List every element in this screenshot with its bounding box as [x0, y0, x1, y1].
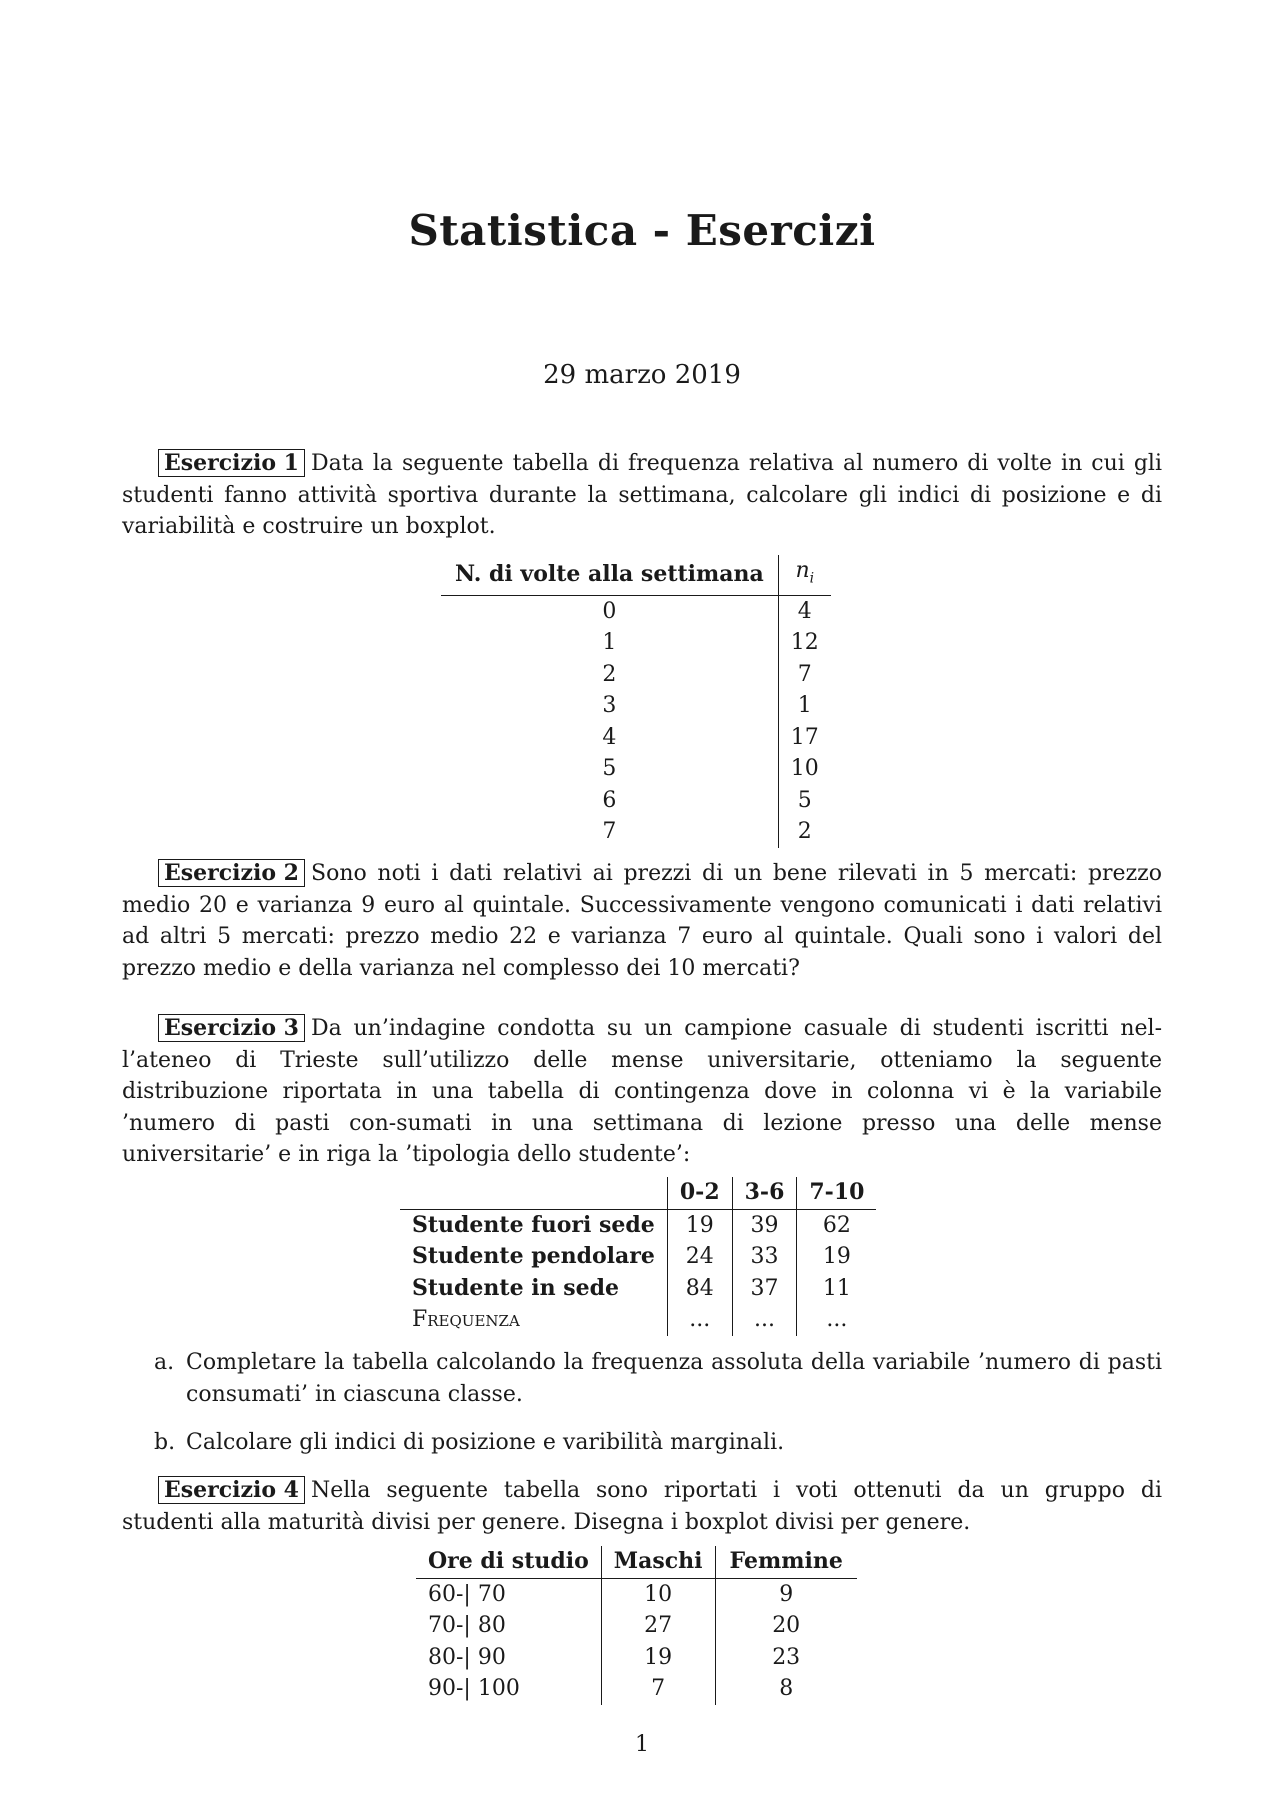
- table-cell: 62: [797, 1209, 877, 1241]
- exercise-3-table: [400, 1177, 876, 1336]
- table-cell: Frequenza: [412, 1307, 520, 1332]
- table-cell: 19: [667, 1209, 732, 1241]
- table-cell: 80-| 90: [428, 1644, 506, 1670]
- table-cell: 90-| 100: [428, 1676, 520, 1701]
- table-row: [441, 753, 831, 785]
- table-row: [441, 722, 831, 754]
- table-row: [400, 1209, 876, 1241]
- exercise-3-paragraph: [122, 1013, 1162, 1171]
- table-header-maschi: Maschi: [601, 1546, 715, 1578]
- table-cell: 2: [602, 661, 617, 687]
- table-row: [441, 816, 831, 848]
- table-row: [400, 1241, 876, 1273]
- list-item-text: Completare la tabella calcolando la frequenza assoluta della variabile ’numero di pasti consumati’ in ciascuna classe.: [186, 1350, 1162, 1407]
- table-cell: 5: [778, 785, 831, 817]
- document-title: Statistica - Esercizi: [408, 206, 876, 255]
- table-row: [416, 1578, 857, 1610]
- table-cell: 7: [602, 819, 617, 845]
- table-header-volte: N. di volte alla settimana: [441, 555, 778, 595]
- table-header-ni-subscript: i: [809, 570, 815, 587]
- table-cell: Studente pendolare: [412, 1243, 655, 1269]
- exercise-2-paragraph: [122, 858, 1162, 984]
- table-cell: 10: [601, 1578, 715, 1610]
- table-row: [400, 1304, 876, 1336]
- table-cell: 39: [732, 1209, 797, 1241]
- table-cell: 11: [797, 1273, 877, 1305]
- table-row: [441, 595, 831, 627]
- table-cell: ...: [667, 1304, 732, 1336]
- table-cell: 20: [715, 1610, 857, 1642]
- list-marker: a.: [154, 1350, 175, 1375]
- table-cell: Studente fuori sede: [412, 1211, 655, 1238]
- table-cell: 7: [601, 1673, 715, 1705]
- exercise-4-table-body: [416, 1578, 857, 1705]
- table-row: [441, 659, 831, 691]
- table-header-0-2: 0-2: [667, 1177, 732, 1209]
- exercise-3-item-a: [122, 1347, 1162, 1410]
- table-cell: 8: [715, 1673, 857, 1705]
- table-header-3-6: 3-6: [732, 1177, 797, 1209]
- list-marker: b.: [154, 1430, 176, 1455]
- table-cell: 23: [715, 1642, 857, 1674]
- exercise-1-table-body: [441, 595, 831, 848]
- document-date: 29 marzo 2019: [543, 360, 741, 390]
- table-row: [416, 1610, 857, 1642]
- table-cell: 5: [602, 756, 617, 782]
- exercise-1-paragraph: [122, 448, 1162, 543]
- table-cell: 70-| 80: [428, 1613, 506, 1638]
- table-cell: 84: [667, 1273, 732, 1305]
- table-header-empty: [400, 1177, 667, 1209]
- table-header-ni-symbol: n: [795, 558, 810, 583]
- table-cell: 4: [602, 724, 617, 750]
- table-row: [400, 1273, 876, 1305]
- table-cell: 33: [732, 1241, 797, 1273]
- list-item-text: Calcolare gli indici di posizione e varibilità marginali.: [186, 1430, 785, 1455]
- table-cell: 10: [778, 753, 831, 785]
- table-cell: Studente in sede: [412, 1274, 620, 1301]
- table-row: [416, 1642, 857, 1674]
- table-row: [441, 785, 831, 817]
- table-cell: 3: [602, 693, 617, 719]
- exercise-4-table: [416, 1546, 857, 1705]
- exercise-3-label: Esercizio 3: [158, 1014, 305, 1042]
- table-cell: 19: [797, 1241, 877, 1273]
- page-number: 1: [635, 1732, 649, 1757]
- table-cell: 19: [601, 1642, 715, 1674]
- table-cell: 1: [602, 630, 617, 656]
- table-cell: 6: [602, 787, 617, 813]
- table-cell: 2: [778, 816, 831, 848]
- table-header-ore: Ore di studio: [416, 1546, 601, 1578]
- table-cell: 7: [778, 659, 831, 691]
- table-row: [441, 690, 831, 722]
- table-cell: ...: [797, 1304, 877, 1336]
- table-cell: ...: [732, 1304, 797, 1336]
- exercise-3-text: Da un’indagine condotta su un campione casuale di studenti iscritti nel-l’ateneo di Trieste sull’utilizzo delle mense universitarie, otteniamo la seguente distribuzione riportata in una tabella di contingenza dove in colonna vi è la variabile ’numero di pasti con-sumati in una settimana di lezione presso una delle mense universitarie’ e in riga la ’tipologia dello studente’:: [122, 1016, 1162, 1167]
- exercise-2-label: Esercizio 2: [158, 859, 305, 887]
- table-cell: 4: [778, 595, 831, 627]
- table-cell: 9: [715, 1578, 857, 1610]
- exercise-4-paragraph: [122, 1475, 1162, 1538]
- table-header-femmine: Femmine: [715, 1546, 857, 1578]
- exercise-1-label: Esercizio 1: [158, 449, 305, 477]
- table-cell: 60-| 70: [428, 1581, 506, 1607]
- table-cell: 1: [778, 690, 831, 722]
- exercise-1-text: Data la seguente tabella di frequenza relativa al numero di volte in cui gli studenti fanno attività sportiva durante la settimana, calcolare gli indici di posizione e di variabilità e costruire un boxplot.: [122, 451, 1162, 539]
- table-row: [416, 1673, 857, 1705]
- exercise-3-table-body: [400, 1209, 876, 1336]
- exercise-3-item-b: [122, 1427, 1162, 1459]
- table-cell: 0: [602, 598, 617, 624]
- table-cell: 37: [732, 1273, 797, 1305]
- table-cell: 17: [778, 722, 831, 754]
- table-cell: 27: [601, 1610, 715, 1642]
- exercise-4-text: Nella seguente tabella sono riportati i voti ottenuti da un gruppo di studenti alla maturità divisi per genere. Disegna i boxplot divisi per genere.: [122, 1478, 1162, 1535]
- table-cell: 12: [778, 627, 831, 659]
- exercise-1-table: [441, 555, 831, 848]
- exercise-2-text: Sono noti i dati relativi ai prezzi di un bene rilevati in 5 mercati: prezzo medio 20 e varianza 9 euro al quintale. Successivamente vengono comunicati i dati relativi ad altri 5 mercati: prezzo medio 22 e varianza 7 euro al quintale. Quali sono i valori del prezzo medio e della varianza nel complesso dei 10 mercati?: [122, 861, 1162, 981]
- table-header-7-10: 7-10: [797, 1177, 877, 1209]
- table-row: [441, 627, 831, 659]
- table-header-ni: [778, 555, 831, 595]
- exercise-4-label: Esercizio 4: [158, 1476, 305, 1504]
- table-cell: 24: [667, 1241, 732, 1273]
